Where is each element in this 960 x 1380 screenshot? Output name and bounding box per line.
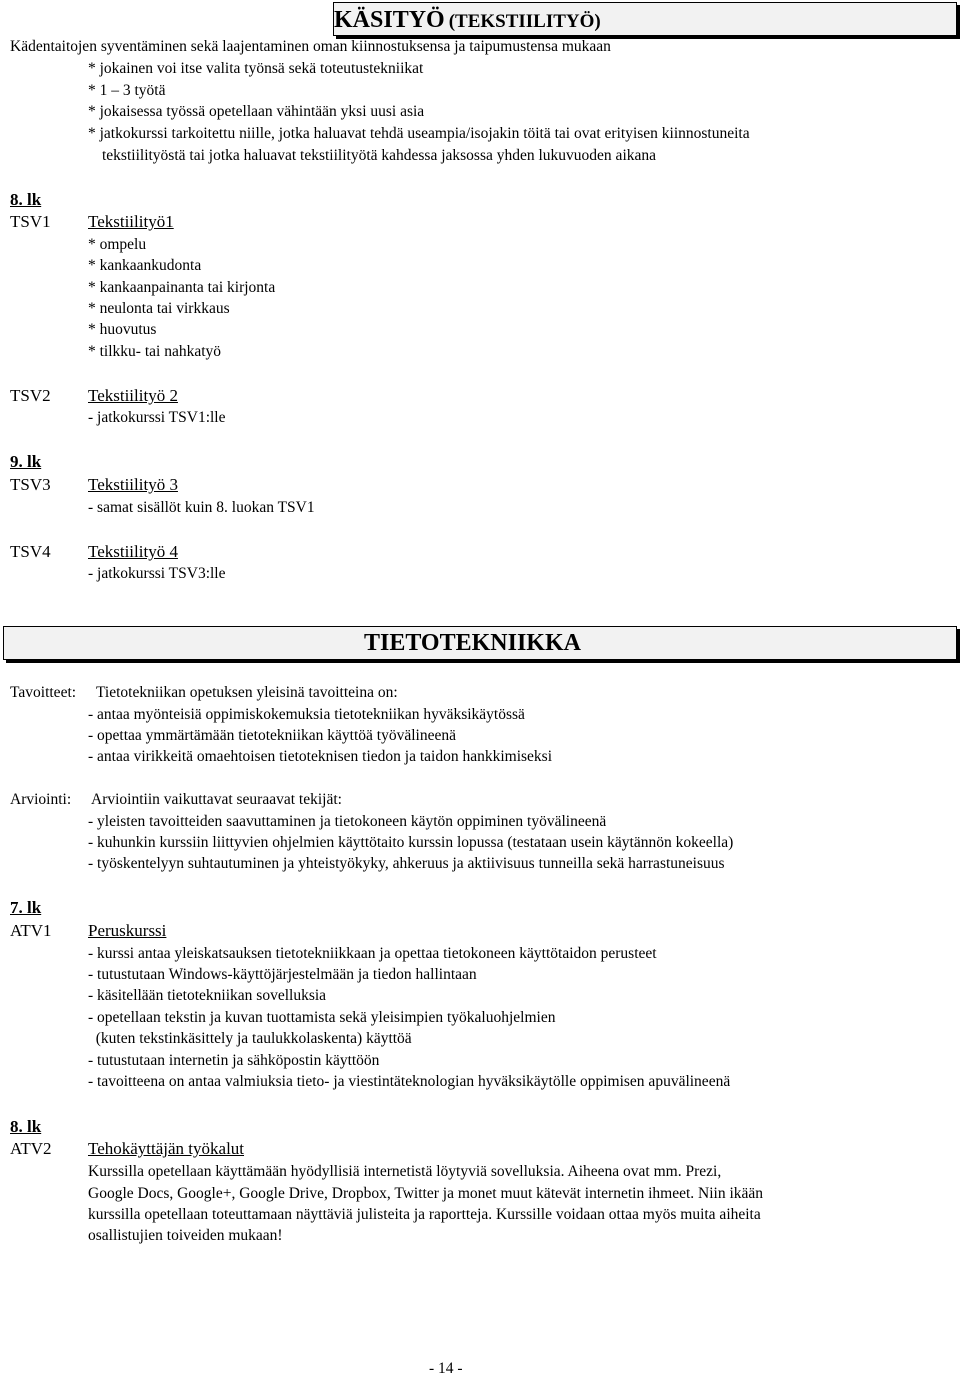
course-code: ATV2 xyxy=(10,1139,52,1158)
course-item: - tutustutaan Windows-käyttöjärjestelmään ja tiedon hallintaan xyxy=(88,966,477,983)
tieto-banner xyxy=(3,626,957,660)
course-item: * huovutus xyxy=(88,321,157,338)
course-item: (kuten tekstinkäsittely ja taulukkolaskenta) käyttöä xyxy=(88,1030,412,1047)
goals-intro: Tietotekniikan opetuksen yleisinä tavoitteina on: xyxy=(96,684,398,701)
kasityo-intro: Kädentaitojen syventäminen sekä laajentaminen oman kiinnostuksensa ja taipumustensa mukaan xyxy=(10,38,611,55)
grade-heading: 8. lk xyxy=(10,1117,42,1136)
course-item: - kurssi antaa yleiskatsauksen tietotekniikkaan ja opettaa tietokoneen käyttötaidon perusteet xyxy=(88,945,657,962)
eval-item: - työskentelyyn suhtautuminen ja yhteistyökyky, ahkeruus ja aktiivisuus tunneilla sekä harrastuneisuus xyxy=(88,855,725,872)
course-title: Peruskurssi xyxy=(88,921,167,940)
kasityo-banner xyxy=(333,2,957,36)
goal-item: - antaa virikkeitä omaehtoisen tietoteknisen tiedon ja taidon hankkimiseksi xyxy=(88,748,553,765)
page-number: - 14 - xyxy=(429,1360,463,1377)
course-code: TSV3 xyxy=(10,475,51,494)
goal-item: - antaa myönteisiä oppimiskokemuksia tietotekniikan hyväksikäytössä xyxy=(88,706,525,723)
tieto-title: TIETOTEKNIIKKA xyxy=(364,630,581,656)
course-description: osallistujien toiveiden mukaan! xyxy=(88,1227,283,1244)
course-title: Tekstiilityö 3 xyxy=(88,475,178,494)
course-title: Tehokäyttäjän työkalut xyxy=(88,1139,245,1158)
goals-label: Tavoitteet: xyxy=(10,684,77,701)
eval-label: Arviointi: xyxy=(10,791,72,808)
course-item: * kankaanpainanta tai kirjonta xyxy=(88,279,276,296)
eval-intro: Arviointiin vaikuttavat seuraavat tekijät: xyxy=(91,791,342,808)
kasityo-title xyxy=(334,7,601,34)
course-item: * tilkku- tai nahkatyö xyxy=(88,343,222,360)
course-code: TSV1 xyxy=(10,212,51,231)
course-title: Tekstiilityö 4 xyxy=(88,542,178,561)
course-item: - opetellaan tekstin ja kuvan tuottamista sekä yleisimpien työkaluohjelmien xyxy=(88,1009,556,1026)
course-item: - tutustutaan internetin ja sähköpostin käyttöön xyxy=(88,1052,380,1069)
kasityo-bullet: * jatkokurssi tarkoitettu niille, jotka haluavat tehdä useampia/isojakin töitä tai ovat erityisen kiinnostuneita xyxy=(88,125,750,142)
course-item: - jatkokurssi TSV1:lle xyxy=(88,409,226,426)
course-item: * ompelu xyxy=(88,236,147,253)
course-description: kurssilla opetellaan toteuttamaan näyttäviä julisteita ja raportteja. Kurssille voidaan ottaa myös muita aiheita xyxy=(88,1206,761,1223)
grade-heading: 8. lk xyxy=(10,190,42,209)
eval-item: - yleisten tavoitteiden saavuttaminen ja tietokoneen käytön oppiminen työvälineenä xyxy=(88,813,607,830)
grade-heading: 7. lk xyxy=(10,898,42,917)
kasityo-bullet: * jokainen voi itse valita työnsä sekä toteutustekniikat xyxy=(88,60,424,77)
course-item: * kankaankudonta xyxy=(88,257,202,274)
kasityo-bullet: * 1 – 3 työtä xyxy=(88,82,166,99)
course-item: - samat sisällöt kuin 8. luokan TSV1 xyxy=(88,499,315,516)
kasityo-bullet: * jokaisessa työssä opetellaan vähintään yksi uusi asia xyxy=(88,103,425,120)
course-code: TSV2 xyxy=(10,386,51,405)
kasityo-title-main: KÄSITYÖ xyxy=(334,7,445,33)
course-code: ATV1 xyxy=(10,921,52,940)
eval-item: - kuhunkin kurssiin liittyvien ohjelmien käyttötaito kurssin lopussa (testataan usein käytännön kokeella) xyxy=(88,834,734,851)
course-item: * neulonta tai virkkaus xyxy=(88,300,230,317)
course-description: Kurssilla opetellaan käyttämään hyödyllisiä internetistä löytyviä sovelluksia. Aiheena ovat mm. Prezi, xyxy=(88,1163,722,1180)
course-code: TSV4 xyxy=(10,542,51,561)
grade-heading: 9. lk xyxy=(10,452,42,471)
kasityo-title-sub: (TEKSTIILITYÖ) xyxy=(448,11,601,32)
course-description: Google Docs, Google+, Google Drive, Dropbox, Twitter ja monet muut kätevät internetin ihmeet. Niin ikään xyxy=(88,1185,764,1202)
kasityo-bullet-continuation: tekstiilityöstä tai jotka haluavat tekstiilityötä kahdessa jaksossa yhden lukuvuoden aikana xyxy=(102,147,657,164)
course-title: Tekstiilityö1 xyxy=(88,212,174,231)
course-title: Tekstiilityö 2 xyxy=(88,386,178,405)
course-item: - käsitellään tietotekniikan sovelluksia xyxy=(88,987,327,1004)
course-item: - jatkokurssi TSV3:lle xyxy=(88,565,226,582)
goal-item: - opettaa ymmärtämään tietotekniikan käyttöä työvälineenä xyxy=(88,727,456,744)
course-item: - tavoitteena on antaa valmiuksia tieto- ja viestintäteknologian hyväksikäytölle oppimisen apuvälineenä xyxy=(88,1073,731,1090)
